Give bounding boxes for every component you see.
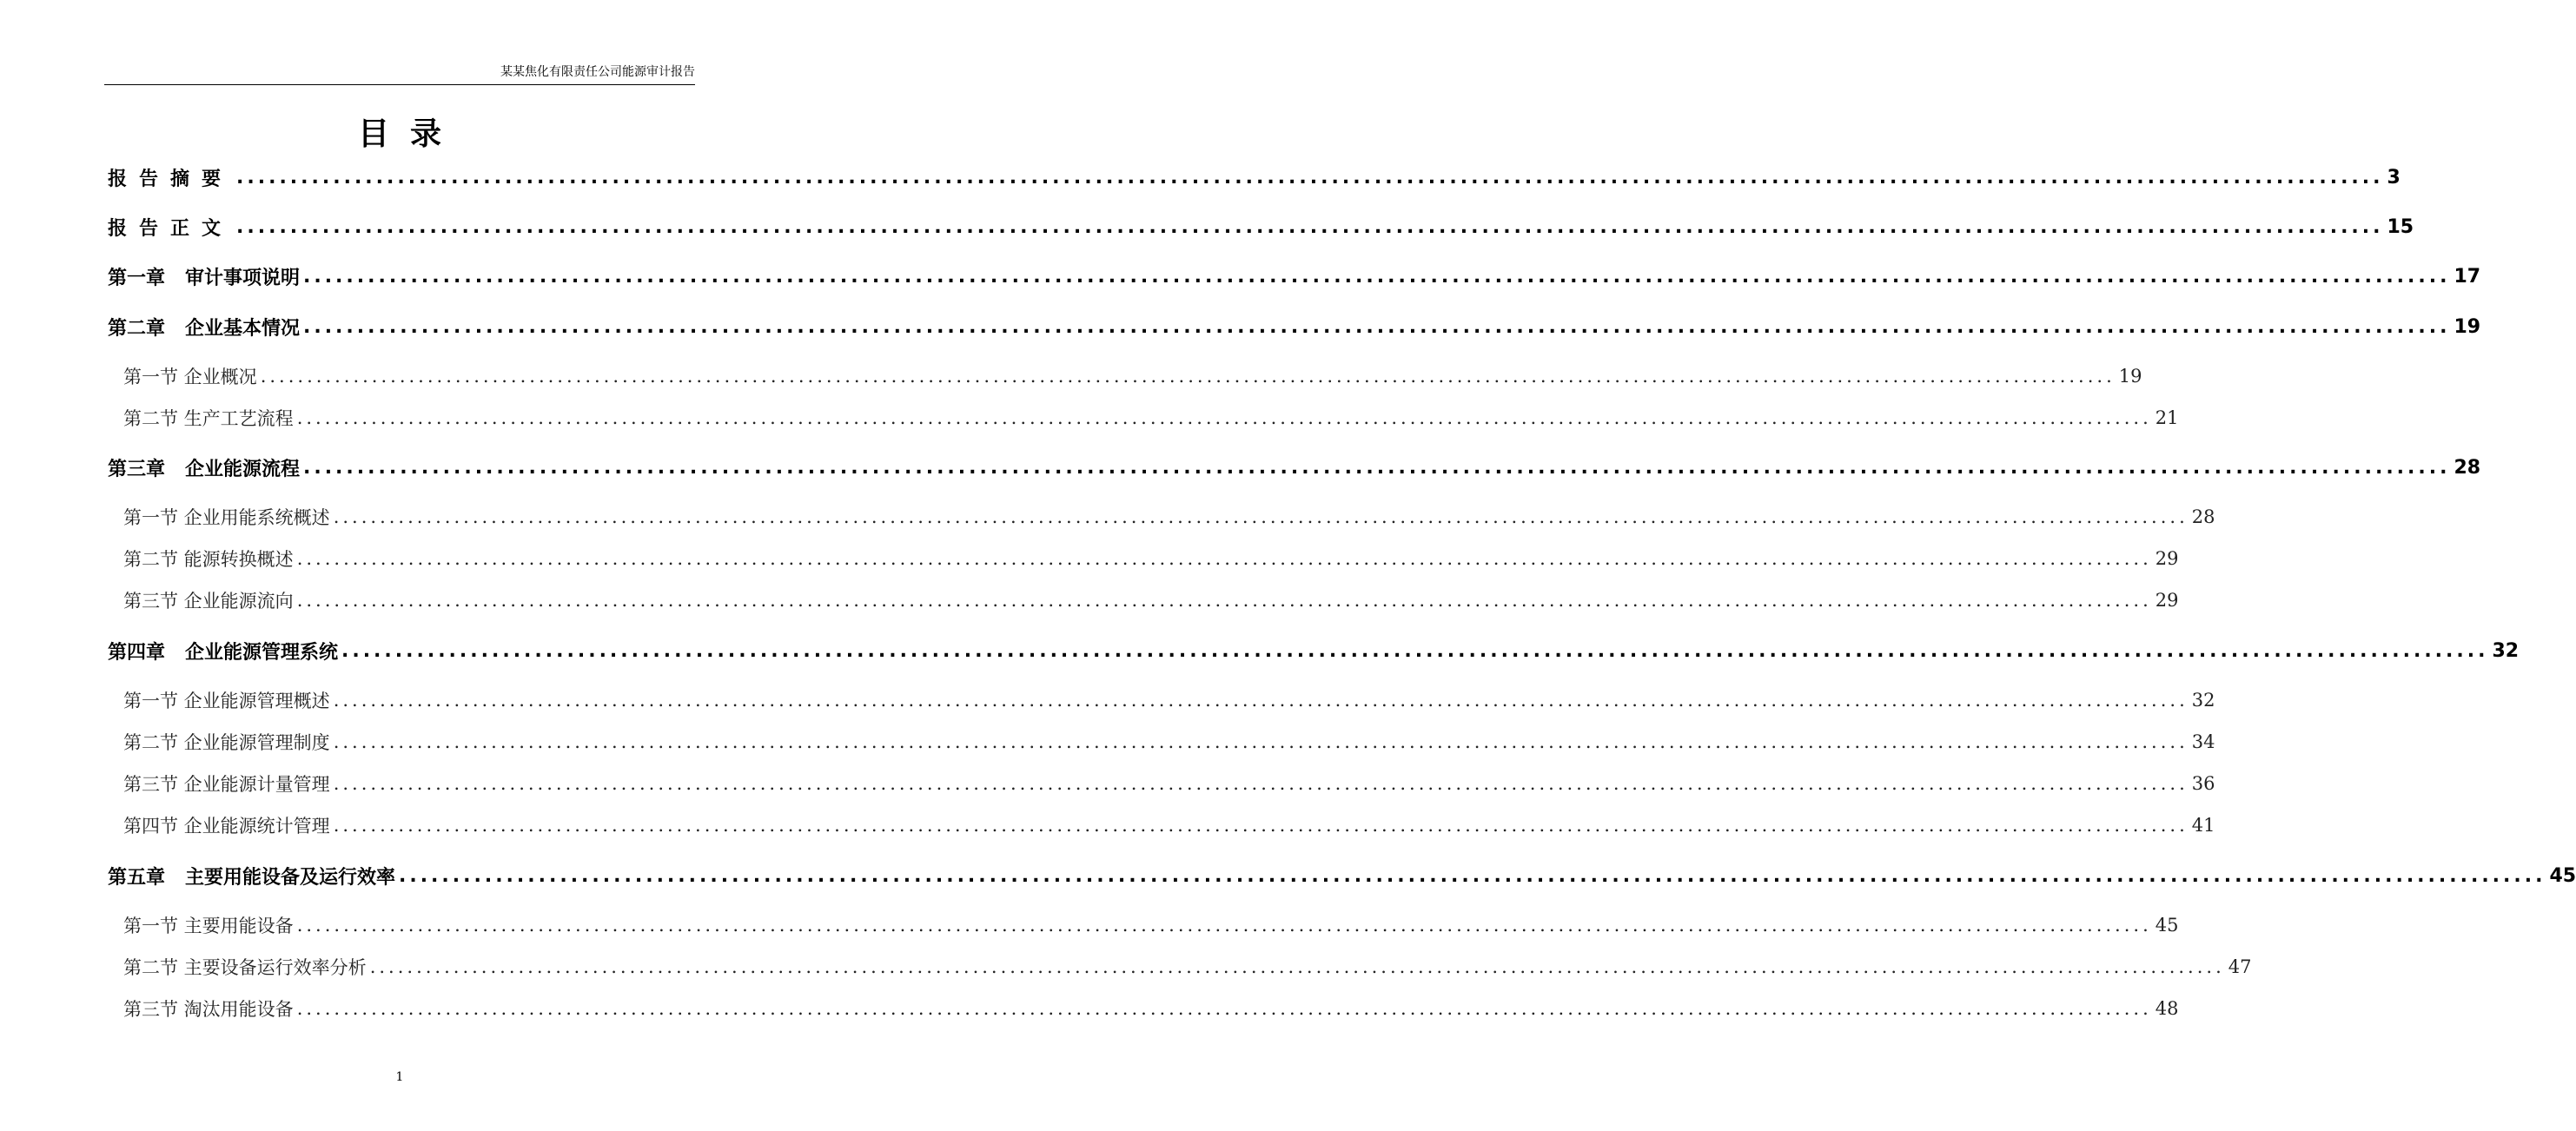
toc-leader-dots: ........................................................................................................................................................................................................: [296, 548, 2152, 569]
toc-entry-page: 19: [2118, 366, 2142, 387]
toc-entry[interactable]: [108, 633, 2520, 668]
toc-leader-dots: ........................................................................................................................................................................................................: [302, 315, 2451, 338]
toc-entry[interactable]: [108, 259, 2481, 294]
toc-leader-dots: ........................................................................................................................................................................................................: [296, 998, 2152, 1019]
toc-entry-page: 45: [2549, 864, 2576, 887]
toc-entry[interactable]: [123, 724, 2215, 759]
toc-entry-page: 21: [2155, 407, 2179, 428]
toc-entry[interactable]: [123, 991, 2179, 1026]
toc-leader-dots: ........................................................................................................................................................................................................: [296, 590, 2152, 611]
toc-entry-label: 报告摘要: [108, 168, 234, 190]
toc-entry-page: 28: [2453, 456, 2481, 479]
toc-entry-page: 19: [2453, 315, 2481, 338]
toc-leader-dots: ........................................................................................................................................................................................................: [296, 407, 2152, 428]
toc-entry-label: 第三节 企业能源流向: [123, 591, 294, 612]
toc-entry[interactable]: [123, 683, 2215, 718]
toc-entry-label: 第二节 企业能源管理制度: [123, 732, 330, 753]
toc-entry[interactable]: [123, 808, 2215, 843]
toc-leader-dots: ........................................................................................................................................................................................................: [333, 815, 2189, 836]
toc-leader-dots: ........................................................................................................................................................................................................: [333, 506, 2189, 527]
toc-entry-label: 第二节 主要设备运行效率分析: [123, 957, 367, 978]
toc-entry-page: 36: [2191, 773, 2215, 794]
toc-entry-page: 15: [2387, 215, 2414, 238]
toc-leader-dots: ........................................................................................................................................................................................................: [333, 731, 2189, 752]
toc-entry-page: 45: [2155, 915, 2179, 936]
toc-leader-dots: ........................................................................................................................................................................................................: [260, 366, 2116, 387]
toc-entry[interactable]: [108, 209, 2414, 244]
page-number: 1: [395, 1070, 404, 1084]
toc-entry-label: 第二节 生产工艺流程: [123, 408, 294, 429]
toc-entry[interactable]: [123, 908, 2179, 942]
toc-entry-label: 第四章 企业能源管理系统: [108, 641, 338, 664]
toc-leader-dots: ........................................................................................................................................................................................................: [296, 915, 2152, 936]
toc-entry[interactable]: [123, 499, 2215, 534]
toc-entry[interactable]: [123, 400, 2179, 435]
toc-entry-page: 47: [2228, 956, 2252, 977]
toc-leader-dots: ........................................................................................................................................................................................................: [236, 166, 2384, 188]
toc-entry[interactable]: [123, 949, 2252, 984]
page-title: 目录: [357, 116, 462, 152]
toc-leader-dots: ........................................................................................................................................................................................................: [236, 215, 2384, 238]
toc-entry-page: 29: [2155, 548, 2179, 569]
toc-entry-label: 第三节 企业能源计量管理: [123, 774, 330, 795]
toc-entry[interactable]: [123, 766, 2215, 801]
toc-entry-page: 3: [2387, 166, 2401, 188]
toc-entry-label: 第四节 企业能源统计管理: [123, 816, 330, 837]
toc-entry-page: 17: [2453, 265, 2481, 288]
toc-entry-page: 48: [2155, 998, 2179, 1019]
toc-entry[interactable]: [108, 450, 2481, 485]
toc-entry-label: 第一节 主要用能设备: [123, 916, 294, 936]
toc-entry[interactable]: [108, 309, 2481, 344]
toc-entry-label: 第二章 企业基本情况: [108, 317, 300, 340]
toc-entry-label: 报告正文: [108, 217, 234, 240]
toc-leader-dots: ........................................................................................................................................................................................................: [302, 456, 2451, 479]
toc-leader-dots: ........................................................................................................................................................................................................: [333, 690, 2189, 711]
toc-entry-page: 41: [2191, 815, 2215, 836]
toc-entry[interactable]: [123, 541, 2179, 576]
toc-entry-label: 第五章 主要用能设备及运行效率: [108, 866, 395, 889]
toc-entry-label: 第三章 企业能源流程: [108, 458, 300, 480]
toc-leader-dots: ........................................................................................................................................................................................................: [302, 265, 2451, 288]
toc-leader-dots: ........................................................................................................................................................................................................: [369, 956, 2225, 977]
toc-leader-dots: ........................................................................................................................................................................................................: [398, 864, 2546, 887]
toc-entry-label: 第一章 审计事项说明: [108, 267, 300, 289]
toc-entry-page: 34: [2191, 731, 2215, 752]
toc-entry[interactable]: [123, 583, 2179, 618]
toc-entry[interactable]: [108, 160, 2401, 195]
toc-entry[interactable]: [108, 858, 2576, 893]
toc-entry-label: 第一节 企业用能系统概述: [123, 507, 330, 528]
toc-entry[interactable]: [123, 359, 2142, 394]
toc-entry-label: 第三节 淘汰用能设备: [123, 999, 294, 1020]
toc-leader-dots: ........................................................................................................................................................................................................: [333, 773, 2189, 794]
toc-entry-label: 第二节 能源转换概述: [123, 549, 294, 570]
toc-entry-page: 29: [2155, 590, 2179, 611]
toc-entry-page: 28: [2191, 506, 2215, 527]
toc-leader-dots: ........................................................................................................................................................................................................: [341, 639, 2489, 662]
toc-entry-label: 第一节 企业能源管理概述: [123, 691, 330, 711]
running-title: 某某焦化有限责任公司能源审计报告: [500, 65, 695, 79]
toc-entry-page: 32: [2191, 690, 2215, 711]
toc-entry-label: 第一节 企业概况: [123, 367, 257, 387]
toc-entry-page: 32: [2492, 639, 2520, 662]
